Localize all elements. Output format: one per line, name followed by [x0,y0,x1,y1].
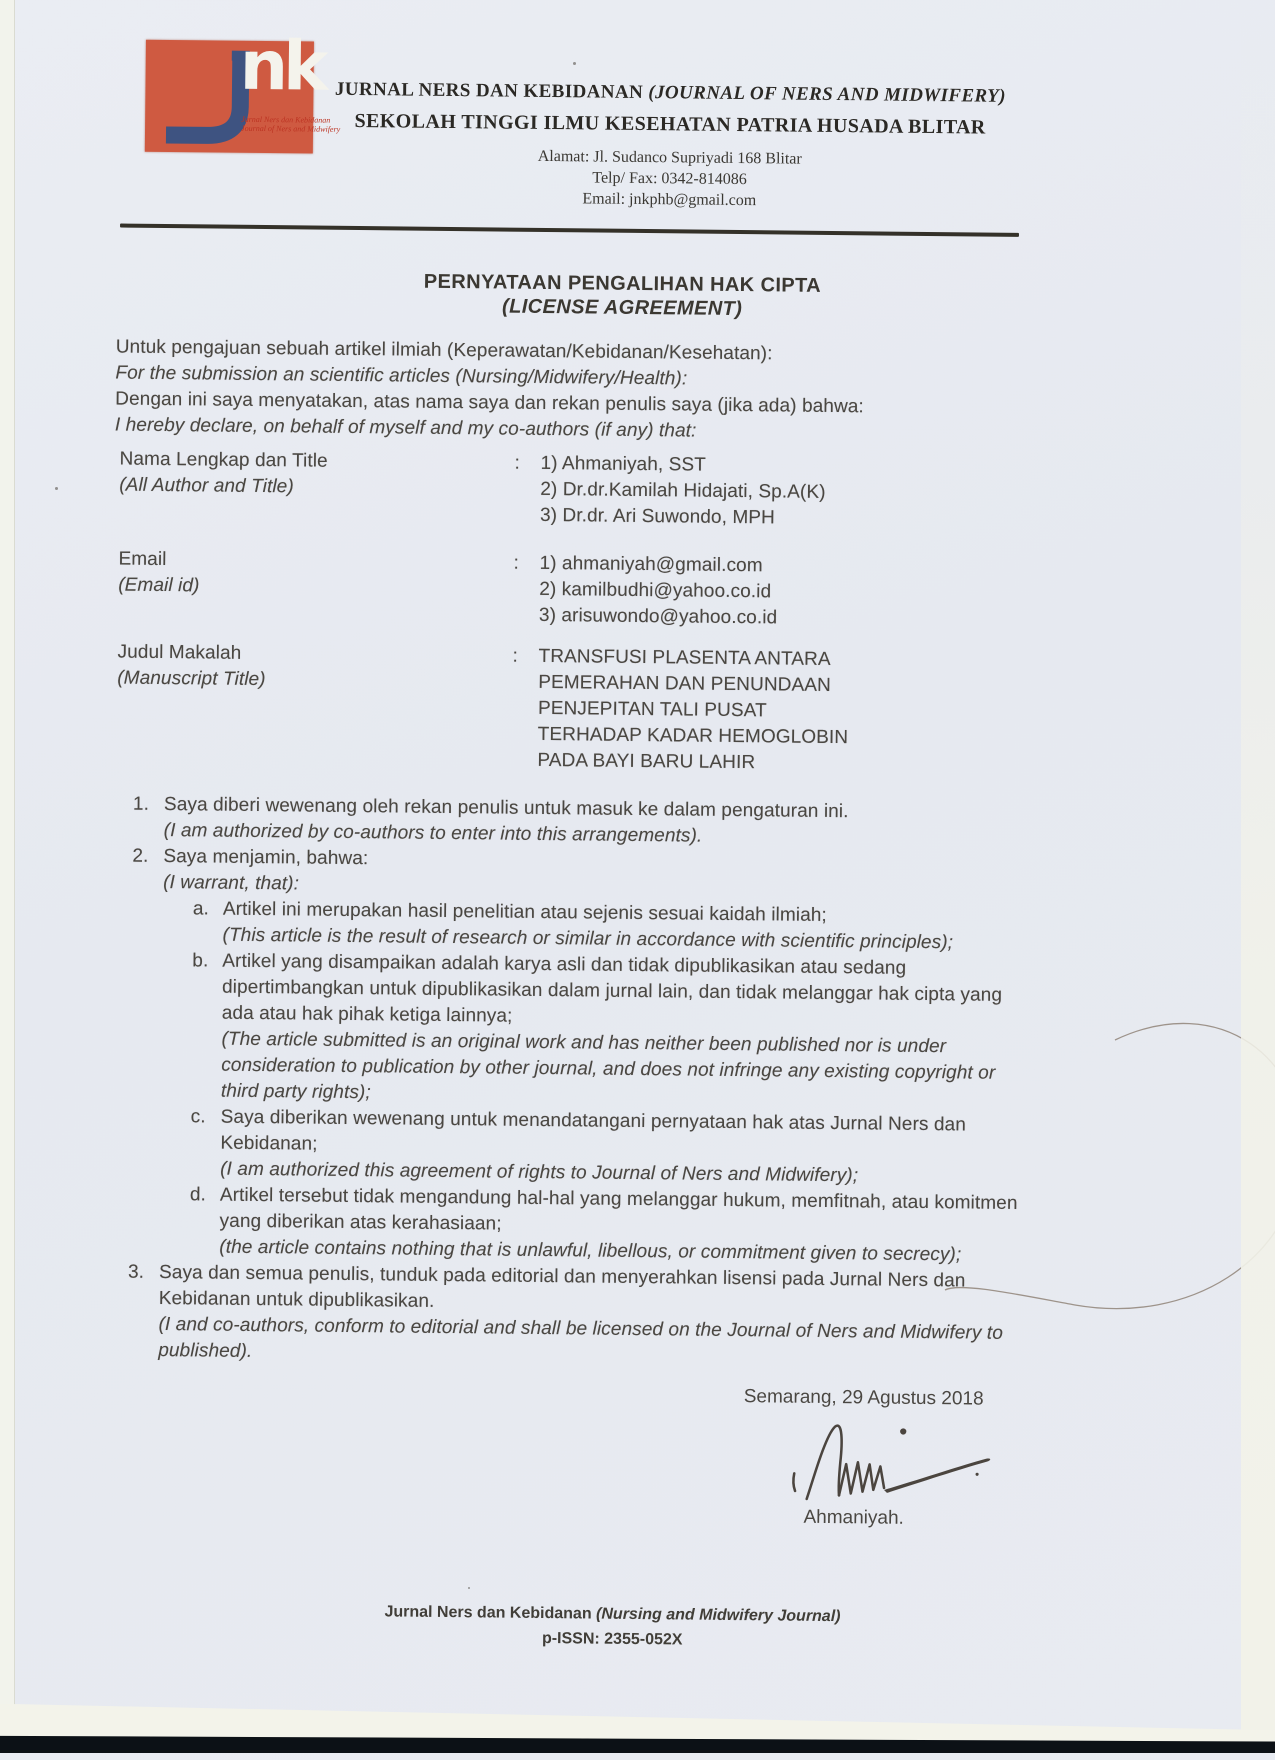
field-label-id: Nama Lengkap dan Title [119,448,328,472]
intro-paragraphs [115,334,1028,448]
document-body [105,334,1028,1372]
list-marker: c. [190,1106,206,1128]
field-label-en: (Manuscript Title) [117,667,266,691]
manuscript-title-line: PEMERAHAN DAN PENUNDAAN [538,671,831,696]
scanner-edge-left [0,0,15,1753]
declaration-text-id: Saya diberi wewenang oleh rekan penulis untuk masuk ke dalam pengaturan ini. [163,794,849,823]
field-manuscript-title [111,639,1024,779]
intro-line: I hereby declare, on behalf of myself and my co-authors (if any) that: [114,414,697,442]
journal-name-en: (JOURNAL OF NERS AND MIDWIFERY) [648,82,1007,107]
header-divider [120,224,1019,237]
sub-item-d [189,1182,1019,1269]
field-label-id: Email [118,548,167,571]
author-name: 3) Dr.dr. Ari Suwondo, MPH [539,504,776,529]
manuscript-title-line: TRANSFUSI PLASENTA ANTARA [538,645,831,670]
author-name: 2) Dr.dr.Kamilah Hidajati, Sp.A(K) [540,478,826,503]
sub-text-en: (I am authorized this agreement of rights to Journal of Ners and Midwifery); [220,1158,859,1187]
author-email: 2) kamilbudhi@yahoo.co.id [539,578,772,603]
field-colon: : [512,645,519,667]
manuscript-title-line: TERHADAP KADAR HEMOGLOBIN [537,723,849,749]
manuscript-title-line: PADA BAYI BARU LAHIR [537,749,756,774]
field-label [119,447,515,529]
declaration-text-en: (I and co-authors, conform to editorial and shall be licensed on the Journal of Ners and Midwifery to published). [158,1313,1004,1362]
signature-block [727,1384,1009,1533]
journal-name-id: JURNAL NERS DAN KEBIDANAN [334,78,649,104]
list-marker: b. [192,950,209,972]
logo-tagline-line1: Jurnal Ners dan Kebidanan [241,114,331,125]
footer-journal-id: Jurnal Ners dan Kebidanan [384,1603,597,1623]
form-fields [111,446,1026,779]
author-email: 1) ahmaniyah@gmail.com [539,552,763,577]
dust-speck [55,487,58,490]
dust-speck [468,1587,470,1589]
author-name: 1) Ahmaniyah, SST [540,452,707,476]
author-email: 3) arisuwondo@yahoo.co.id [538,604,778,629]
sub-declarations [159,896,1022,1269]
place-date: Semarang, 29 Agustus 2018 [743,1386,984,1410]
declaration-item-3 [127,1260,1018,1373]
sub-text-id: Artikel ini merupakan hasil penelitian atau sejenis sesuai kaidah ilmiah; [222,898,827,926]
field-values [537,644,1024,779]
sub-text-id: Artikel tersebut tidak mengandung hal-hal yang melanggar hukum, memfitnah, atau komitmen yang diberikan atas kerahasiaan; [219,1184,1018,1235]
sub-text-id: Artikel yang disampaikan adalah karya asli dan tidak dipublikasikan atau sedang dipertimbangkan untuk dipublikasikan dalam jurnal lain, dan tidak melanggar hak cipta yang ada atau hak pihak ketiga lainnya; [221,950,1003,1027]
sub-text-id: Saya diberikan wewenang untuk menandatangani pernyataan hak atas Jurnal Ners dan Kebidanan; [220,1106,967,1155]
page-footer [157,1597,1067,1657]
declaration-text-en: (I warrant, that): [163,872,300,895]
document-title [167,267,1077,325]
email-line: Email: jnkphb@gmail.com [582,190,757,210]
contact-block [214,143,1125,216]
document-title-en: (LICENSE AGREEMENT) [501,295,743,321]
declaration-item-1 [133,792,1023,853]
list-marker: 3. [127,1261,145,1283]
list-marker: 1. [132,793,150,815]
declaration-text-en: (I am authorized by co-authors to enter into this arrangements). [163,820,703,847]
field-colon: : [514,452,521,474]
field-emails [113,546,1026,634]
field-values [539,551,1026,634]
list-marker: a. [192,898,210,920]
sub-text-en: (This article is the result of research or similar in accordance with scientific principles); [222,924,954,954]
sub-text-en: (the article contains nothing that is unlawful, libellous, or commitment given to secrecy); [219,1236,962,1266]
sub-text-en: (The article submitted is an original work and has neither been published nor is under consideration to publication by other journal, and does not infringe any existing copyright or third party rights); [220,1028,996,1104]
manuscript-title-line: PENJEPITAN TALI PUSAT [537,697,767,722]
address-line: Alamat: Jl. Sudanco Supriyadi 168 Blitar [537,147,802,168]
dust-speck [573,62,576,65]
list-marker: 2. [132,845,149,867]
field-label-id: Judul Makalah [117,641,242,664]
declaration-item-2 [128,844,1022,1269]
field-label-en: (All Author and Title) [119,474,294,498]
sub-item-c [190,1104,1020,1191]
field-values [540,451,1027,534]
list-marker: d. [189,1184,207,1206]
institution-name: SEKOLAH TINGGI ILMU KESEHATAN PATRIA HUSADA BLITAR [354,109,986,139]
scanner-edge-right [1241,0,1275,1753]
sub-item-a [192,896,1021,957]
signature-scribble [783,1417,1004,1507]
declaration-text-id: Saya dan semua penulis, tunduk pada editorial dan menyerahkan lisensi pada Jurnal Ners dan Kebidanan untuk dipublikasikan. [158,1261,966,1312]
document-title-id: PERNYATAAN PENGALIHAN HAK CIPTA [423,270,822,297]
letterhead [214,78,1125,216]
intro-line: For the submission an scientific articles (Nursing/Midwifery/Health): [115,362,688,390]
field-authors [114,446,1027,534]
field-label [116,640,512,774]
field-label [118,547,514,629]
phone-fax-line: Telp/ Fax: 0342-814086 [592,169,747,189]
logo-nk-letters: nk [239,26,324,107]
footer-issn: p-ISSN: 2355-052X [541,1630,683,1649]
footer-journal-en: (Nursing and Midwifery Journal) [595,1605,841,1626]
signer-name: Ahmaniyah. [803,1506,904,1529]
logo-tagline-line2: Journal of Ners and Midwifery [241,123,341,134]
intro-line: Dengan ini saya menyatakan, atas nama saya dan rekan penulis saya (jika ada) bahwa: [115,388,864,418]
journal-name [215,78,1125,110]
declarations-list [105,791,1023,1373]
intro-line: Untuk pengajuan sebuah artikel ilmiah (Keperawatan/Kebidanan/Kesehatan): [115,336,773,365]
field-colon: : [513,552,520,574]
sub-item-b [191,948,1022,1113]
declaration-text-id: Saya menjamin, bahwa: [163,846,369,870]
field-label-en: (Email id) [118,574,200,597]
